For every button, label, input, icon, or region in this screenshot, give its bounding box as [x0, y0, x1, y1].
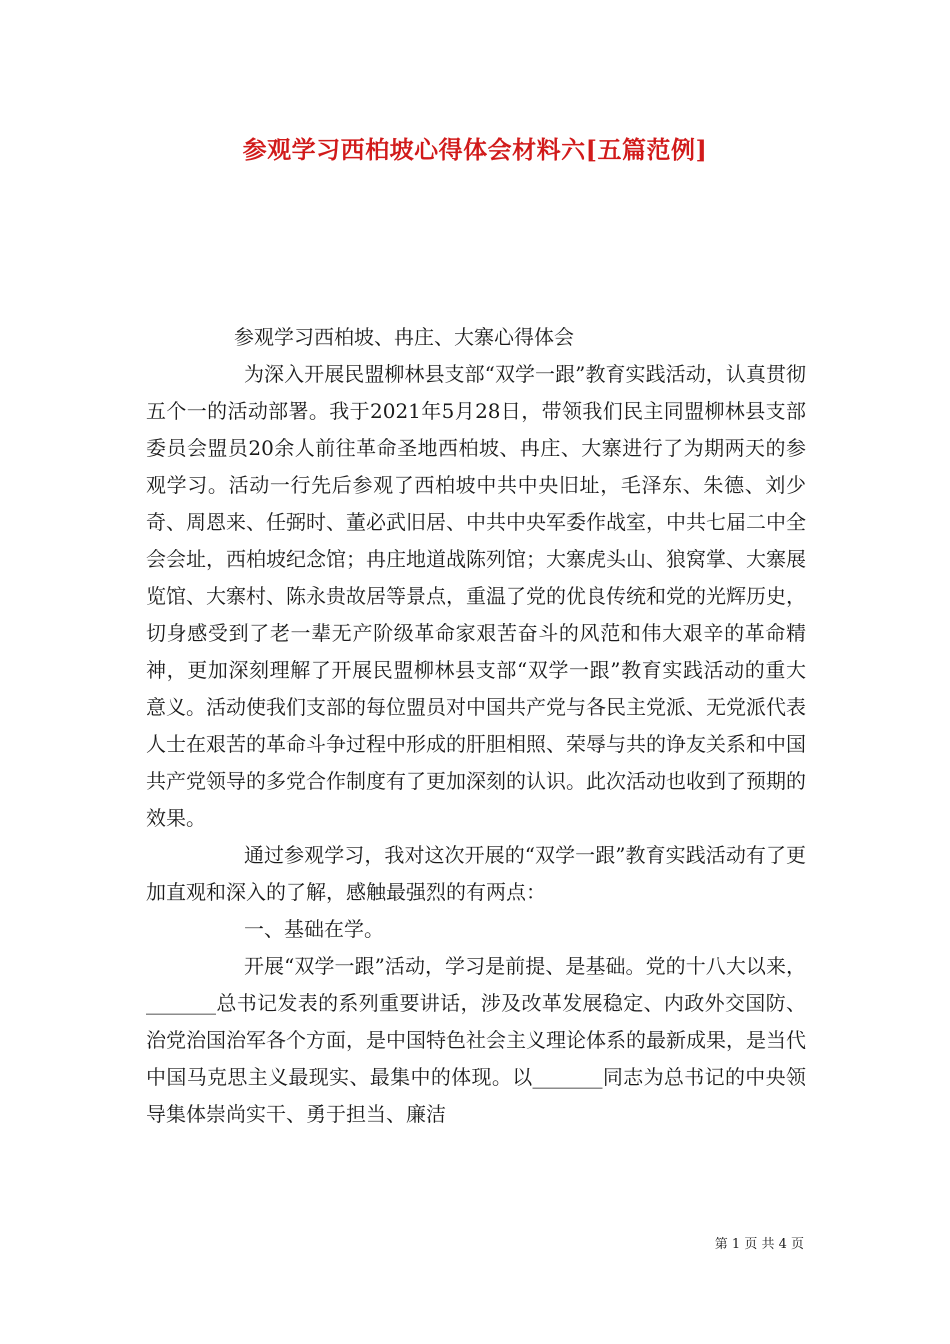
- document-title: 参观学习西柏坡心得体会材料六[五篇范例]: [242, 135, 708, 164]
- body-paragraph-1: 为深入开展民盟柳林县支部“双学一跟”教育实践活动，认真贯彻五个一的活动部署。我于2021年5月28日，带领我们民主同盟柳林县支部委员会盟员20余人前往革命圣地西柏坡、冉庄、大寨进行了为期两天的参观学习。活动一行先后参观了西柏坡中共中央旧址，毛泽东、朱德、刘少奇、周恩来、任弼时、董必武旧居、中共中央军委作战室，中共七届二中全会会址，西柏坡纪念馆；冉庄地道战陈列馆；大寨虎头山、狼窝掌、大寨展览馆、大寨村、陈永贵故居等景点，重温了党的优良传统和党的光辉历史，切身感受到了老一辈无产阶级革命家艰苦奋斗的风范和伟大艰辛的革命精神，更加深刻理解了开展民盟柳林县支部“双学一跟”教育实践活动的重大意义。活动使我们支部的每位盟员对中国共产党与各民主党派、无党派代表人士在艰苦的革命斗争过程中形成的肝胆相照、荣辱与共的诤友关系和中国共产党领导的多党合作制度有了更加深刻的认识。此次活动也收到了预期的效果。: [146, 362, 806, 830]
- document-body: [146, 319, 806, 1133]
- page-number-footer: 第 1 页 共 4 页: [714, 1237, 804, 1252]
- body-paragraph-2: 通过参观学习，我对这次开展的“双学一跟”教育实践活动有了更加直观和深入的了解，感触最强烈的有两点：: [146, 843, 806, 904]
- body-paragraph-3: 开展“双学一跟”活动，学习是前提、是基础。党的十八大以来，_______总书记发表的系列重要讲话，涉及改革发展稳定、内政外交国防、治党治国治军各个方面，是中国特色社会主义理论体系的最新成果，是当代中国马克思主义最现实、最集中的体现。以_______同志为总书记的中央领导集体崇尚实干、勇于担当、廉洁: [146, 954, 806, 1126]
- section-heading: 一、基础在学。: [244, 917, 384, 941]
- document-subtitle: 参观学习西柏坡、冉庄、大寨心得体会: [234, 325, 574, 349]
